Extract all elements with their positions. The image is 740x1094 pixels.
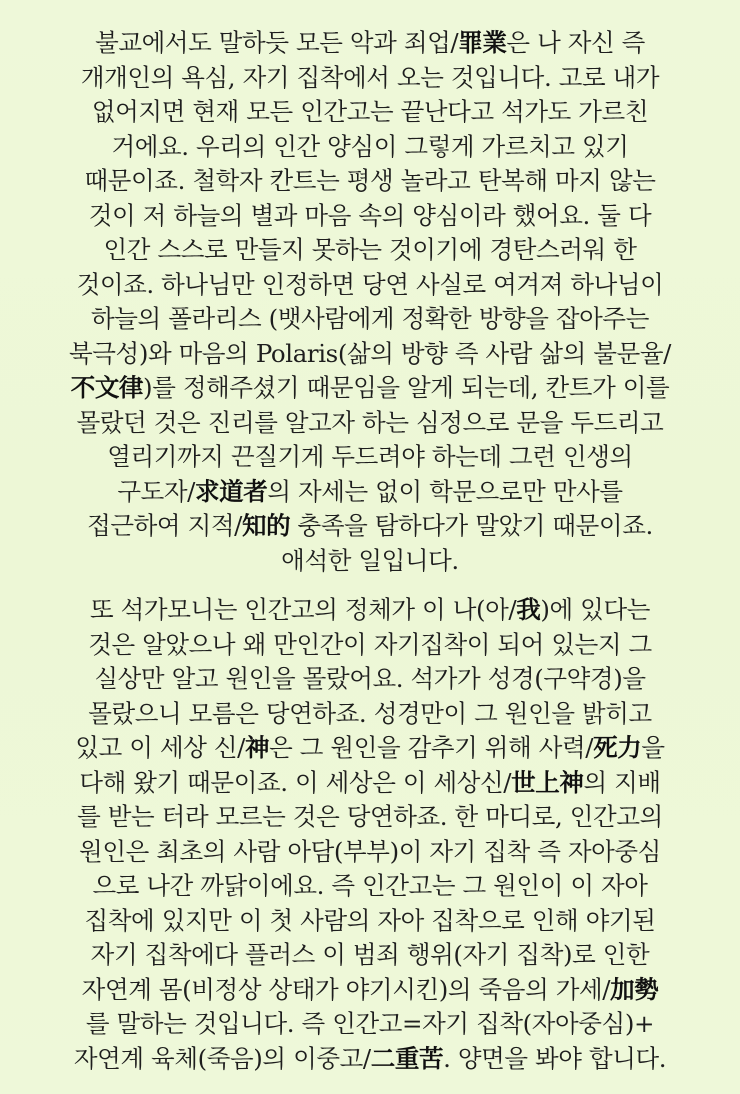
text-segment: 를 받는 터라 모르는 것은 당연하죠. 한 마디로, 인간고의 xyxy=(77,802,663,831)
text-segment: 으로 나간 까닭이에요. 즉 인간고는 그 원인이 이 자아 xyxy=(92,871,648,900)
text-line xyxy=(8,904,732,939)
text-line xyxy=(8,233,732,268)
text-segment: 자연계 육체(죽음)의 이중고/ xyxy=(73,1043,371,1073)
hanja-term: 加勢 xyxy=(610,974,659,1004)
text-line xyxy=(8,662,732,697)
text-segment: 의 지배 xyxy=(583,767,661,797)
text-segment: 은 그 원인을 감추기 위해 사력/ xyxy=(269,733,594,762)
text-line xyxy=(8,731,732,766)
text-line xyxy=(8,95,732,130)
text-line xyxy=(8,371,732,406)
text-segment: 것은 알았으나 왜 만인간이 자기집착이 되어 있는지 그 xyxy=(88,629,652,659)
paragraph-2 xyxy=(8,593,732,1076)
text-segment: 접근하여 지적/ xyxy=(87,511,242,540)
text-line xyxy=(8,835,732,870)
text-segment: 충족을 탐하다가 말았기 때문이죠. xyxy=(290,511,653,540)
text-segment: 구도자/ xyxy=(117,476,196,506)
text-line xyxy=(8,130,732,165)
text-segment: 없어지면 현재 모든 인간고는 끝난다고 석가도 가르친 xyxy=(91,97,649,126)
text-segment: 개개인의 욕심, 자기 집착에서 오는 것입니다. 고로 내가 xyxy=(80,62,660,92)
text-segment: 의 자세는 없이 학문으로만 만사를 xyxy=(267,476,623,506)
text-line xyxy=(8,164,732,199)
hanja-term: 世上神 xyxy=(511,767,584,797)
text-segment: 북극성)와 마음의 Polaris(삶의 방향 즉 사람 삶의 불문율/ xyxy=(69,338,671,368)
text-line xyxy=(8,199,732,234)
hanja-term: 求道者 xyxy=(195,476,268,506)
text-segment: 집착에 있지만 이 첫 사람의 자아 집착으로 인해 야기된 xyxy=(84,905,656,935)
text-segment: 하늘의 폴라리스 (뱃사람에게 정확한 방향을 잡아주는 xyxy=(91,304,649,333)
text-line xyxy=(8,697,732,732)
text-line xyxy=(8,406,732,441)
text-segment: 것이죠. 하나님만 인정하면 당연 사실로 여겨져 하나님이 xyxy=(76,269,664,299)
text-segment: 열리기까지 끈질기게 두드려야 하는데 그런 인생의 xyxy=(107,442,633,471)
text-segment: 을 xyxy=(641,733,665,762)
text-line xyxy=(8,337,732,372)
text-segment: 실상만 알고 원인을 몰랐어요. 석가가 성경(구약경)을 xyxy=(94,664,646,693)
text-segment: 때문이죠. 철학자 칸트는 평생 놀라고 탄복해 마지 않는 xyxy=(84,166,656,195)
text-segment: )에 있다는 xyxy=(540,595,650,624)
text-segment: . 양면을 봐야 합니다. xyxy=(443,1043,667,1073)
text-line xyxy=(8,509,732,544)
text-segment: 원인은 최초의 사람 아담(부부)이 자기 집착 즉 자아중심 xyxy=(79,836,661,866)
hanja-term: 死力 xyxy=(593,733,642,762)
text-line xyxy=(8,268,732,303)
text-line xyxy=(8,1007,732,1042)
text-segment: 은 나 자신 즉 xyxy=(506,28,645,57)
hanja-term: 二重苦 xyxy=(370,1043,444,1073)
text-line xyxy=(8,869,732,904)
paragraph-1 xyxy=(8,26,732,578)
text-segment: 다해 왔기 때문이죠. 이 세상은 이 세상신/ xyxy=(79,767,512,797)
hanja-term: 我 xyxy=(516,595,541,624)
text-line xyxy=(8,973,732,1008)
text-segment: 있고 이 세상 신/ xyxy=(75,733,246,762)
text-segment: 또 석가모니는 인간고의 정체가 이 나(아/ xyxy=(90,595,517,624)
text-line xyxy=(8,1042,732,1077)
hanja-term: 罪業 xyxy=(458,28,507,57)
text-line xyxy=(8,440,732,475)
text-segment: 인간 스스로 만들지 못하는 것이기에 경탄스러워 한 xyxy=(103,235,637,264)
text-segment: 것이 저 하늘의 별과 마음 속의 양심이라 했어요. 둘 다 xyxy=(88,200,652,230)
text-segment: 거에요. 우리의 인간 양심이 그렇게 가르치고 있기 xyxy=(111,131,629,161)
text-segment: 몰랐으니 모름은 당연하죠. 성경만이 그 원인을 밝히고 xyxy=(88,698,652,728)
text-line xyxy=(8,938,732,973)
hanja-term: 不文律 xyxy=(70,373,144,402)
text-segment: 애석한 일입니다. xyxy=(281,545,459,575)
text-line xyxy=(8,766,732,801)
text-segment: 를 말하는 것입니다. 즉 인간고=자기 집착(자아중심)+ xyxy=(85,1009,655,1038)
hanja-term: 神 xyxy=(245,733,270,762)
text-segment: )를 정해주셨기 때문임을 알게 되는데, 칸트가 이를 xyxy=(143,373,670,402)
text-line xyxy=(8,593,732,628)
text-line xyxy=(8,628,732,663)
text-segment: 자연계 몸(비정상 상태가 야기시킨)의 죽음의 가세/ xyxy=(81,974,611,1004)
text-line xyxy=(8,544,732,579)
text-segment: 몰랐던 것은 진리를 알고자 하는 심정으로 문을 두드리고 xyxy=(76,407,664,437)
text-line xyxy=(8,800,732,835)
text-line xyxy=(8,61,732,96)
hanja-term: 知的 xyxy=(241,511,291,540)
text-line xyxy=(8,302,732,337)
text-line xyxy=(8,475,732,510)
text-segment: 자기 집착에다 플러스 이 범죄 행위(자기 집착)로 인한 xyxy=(90,940,650,969)
text-segment: 불교에서도 말하듯 모든 악과 죄업/ xyxy=(95,28,459,57)
text-line xyxy=(8,26,732,61)
